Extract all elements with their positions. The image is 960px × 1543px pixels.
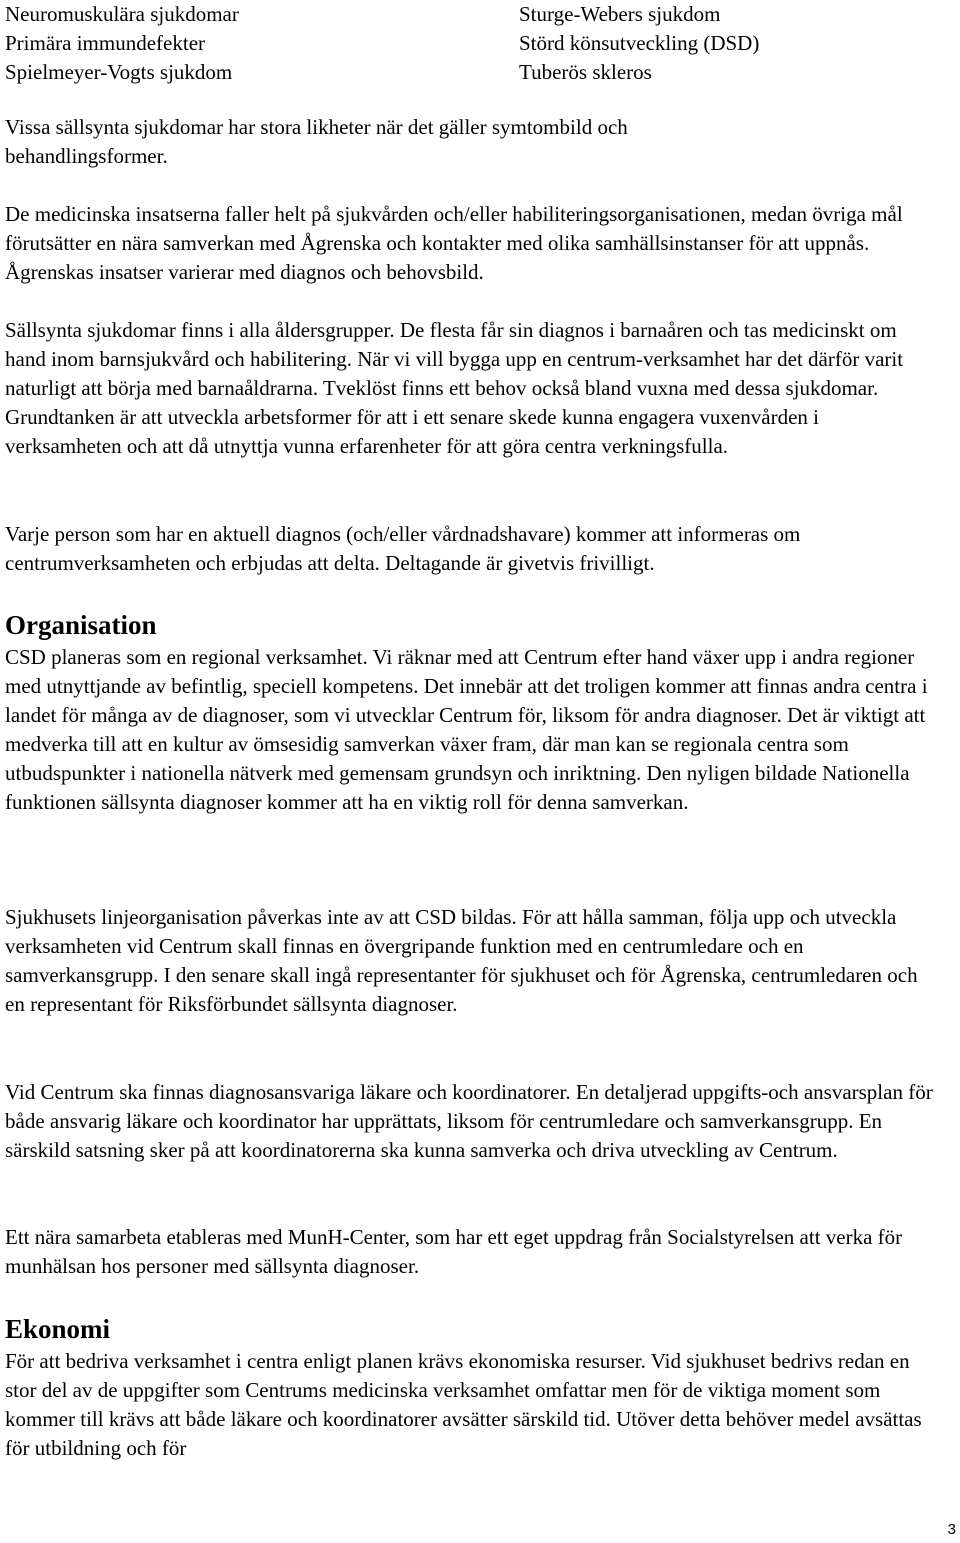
organisation-paragraph-3: Vid Centrum ska finnas diagnosansvariga läkare och koordinatorer. En detaljerad uppgifts-och ansvarsplan för både ansvarig läkare och koordinator har upprättats, liksom för centrumledare och samverkansgrupp. En särskild satsning sker på att koordinatorerna ska kunna samverka och driva utveckling av Centrum. <box>5 1080 933 1162</box>
diagnosis-list <box>5 0 955 87</box>
diagnosis-row <box>5 0 955 29</box>
organisation-heading: Organisation <box>5 610 157 640</box>
diagnosis-row <box>5 58 955 87</box>
diagnosis-item: Störd könsutveckling (DSD) <box>519 31 760 55</box>
diagnosis-item: Tuberös skleros <box>519 60 652 84</box>
intro-paragraph-1: Vissa sällsynta sjukdomar har stora likheter när det gäller symtombild och behandlingsformer. <box>5 115 628 168</box>
organisation-paragraph: CSD planeras som en regional verksamhet. Vi räknar med att Centrum efter hand växer upp i andra regioner med utnyttjande av befintlig, speciell kompetens. Det innebär att det troligen kommer att finnas andra centra i landet för många av de diagnoser, som vi utvecklar Centrum för, liksom för andra diagnoser. Det är viktigt att medverka till att en kultur av ömsesidig samverkan växer fram, där man kan se regionala centra som utbudspunkter i nationella nätverk med gemensam grundsyn och inriktning. Den nyligen bildade Nationella funktionen sällsynta diagnoser kommer att ha en viktig roll för denna samverkan. <box>5 645 928 814</box>
page-number: 3 <box>947 1521 956 1538</box>
intro-paragraph-4: Varje person som har en aktuell diagnos (och/eller vårdnadshavare) kommer att informeras om centrumverksamheten och erbjudas att delta. Deltagande är givetvis frivilligt. <box>5 522 801 575</box>
ekonomi-heading: Ekonomi <box>5 1314 111 1344</box>
organisation-paragraph-2: Sjukhusets linjeorganisation påverkas inte av att CSD bildas. För att hålla samman, följa upp och utveckla verksamheten vid Centrum skall finnas en övergripande funktion med en centrumledare och en samverkansgrupp. I den senare skall ingå representanter för sjukhuset och för Ågrenska, centrumledaren och en representant för Riksförbundet sällsynta diagnoser. <box>5 905 918 1016</box>
ekonomi-paragraph: För att bedriva verksamhet i centra enligt planen krävs ekonomiska resurser. Vid sjukhuset bedrivs redan en stor del av de uppgifter som Centrums medicinska verksamhet omfattar men för de viktiga moment som kommer till krävs att både läkare och koordinatorer avsätter särskild tid. Utöver detta behöver medel avsättas för utbildning och för <box>5 1349 922 1460</box>
ekonomi-section <box>5 1311 935 1463</box>
organisation-paragraph-4: Ett nära samarbeta etableras med MunH-Center, som har ett eget uppdrag från Socialstyrelsen att verka för munhälsan hos personer med sällsynta diagnoser. <box>5 1225 903 1278</box>
intro-paragraph-3: Sällsynta sjukdomar finns i alla åldersgrupper. De flesta får sin diagnos i barnaåren och tas medicinskt om hand inom barnsjukvård och habilitering. När vi vill bygga upp en centrum-verksamhet har det därför varit naturligt att börja med barnaåldrarna. Tveklöst finns ett behov också bland vuxna med dessa sjukdomar. Grundtanken är att utveckla arbetsformer för att i ett senare skede kunna engagera vuxenvården i verksamheten och att då utnyttja vunna erfarenheter för att göra centra verkningsfulla. <box>5 318 904 458</box>
diagnosis-item: Neuromuskulära sjukdomar <box>5 2 239 26</box>
diagnosis-item: Sturge-Webers sjukdom <box>519 2 721 26</box>
organisation-section <box>5 607 935 817</box>
intro-paragraph-2: De medicinska insatserna faller helt på sjukvården och/eller habiliteringsorganisationen, medan övriga mål förutsätter en nära samverkan med Ågrenska och kontakter med olika samhällsinstanser för att uppnås. Ågrenskas insatser varierar med diagnos och behovsbild. <box>5 202 903 284</box>
diagnosis-row <box>5 29 955 58</box>
diagnosis-item: Spielmeyer-Vogts sjukdom <box>5 60 233 84</box>
diagnosis-item: Primära immundefekter <box>5 31 206 55</box>
